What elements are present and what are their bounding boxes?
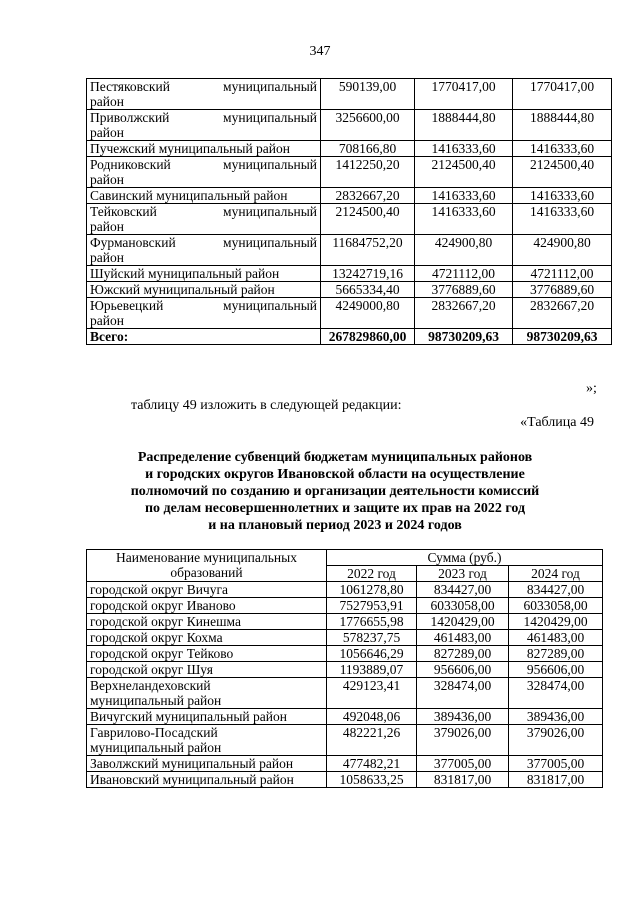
table-row — [87, 266, 612, 282]
amount-cell-1: 11684752,20 — [321, 235, 415, 266]
amount-cell-3: 834427,00 — [509, 582, 603, 598]
municipality-name — [87, 582, 327, 598]
amount-cell-1: 1056646,29 — [327, 646, 417, 662]
title-line: по делам несовершеннолетних и защите их прав на 2022 год — [144, 501, 526, 516]
name-line1: Ивановский муниципальный район — [90, 772, 294, 787]
amount-cell-2: 1416333,60 — [415, 204, 513, 235]
amount-cell-1: 1776655,98 — [327, 614, 417, 630]
amount-cell-1: 578237,75 — [327, 630, 417, 646]
amount-cell-2: 827289,00 — [417, 646, 509, 662]
amount-cell-3: 1888444,80 — [513, 110, 612, 141]
title-line: и городских округов Ивановской области на осуществление — [145, 467, 525, 482]
intro-text: таблицу 49 изложить в следующей редакции: — [131, 398, 402, 413]
table-row — [87, 630, 603, 646]
header-name-line2: образований — [170, 565, 243, 580]
total-value-2: 98730209,63 — [415, 329, 513, 345]
table-row — [87, 662, 603, 678]
amount-cell-2: 831817,00 — [417, 772, 509, 788]
table-row — [87, 678, 603, 709]
amount-cell-1: 4249000,80 — [321, 298, 415, 329]
amount-cell-1: 3256600,00 — [321, 110, 415, 141]
amount-cell-2: 6033058,00 — [417, 598, 509, 614]
amount-cell-2: 379026,00 — [417, 725, 509, 756]
name-line2: район — [90, 172, 124, 187]
amount-cell-3: 377005,00 — [509, 756, 603, 772]
amount-cell-2: 328474,00 — [417, 678, 509, 709]
name-line1: Юрьевецкий муниципальный — [90, 298, 317, 313]
municipality-name — [87, 141, 321, 157]
name-line2: район — [90, 94, 124, 109]
amount-cell-1: 492048,06 — [327, 709, 417, 725]
municipality-name — [87, 266, 321, 282]
name-line1: Вичугский муниципальный район — [90, 709, 287, 724]
municipality-name — [87, 756, 327, 772]
table-row — [87, 614, 603, 630]
municipality-name — [87, 772, 327, 788]
municipality-name — [87, 235, 321, 266]
amount-cell-3: 1416333,60 — [513, 204, 612, 235]
title-line: Распределение субвенций бюджетам муниципальных районов — [137, 450, 533, 465]
table-row — [87, 79, 612, 110]
header-name — [87, 550, 327, 582]
amount-cell-3: 379026,00 — [509, 725, 603, 756]
name-line2: район — [90, 125, 124, 140]
municipality-name — [87, 598, 327, 614]
name-line1: Приволжский муниципальный — [90, 110, 317, 125]
municipality-name — [87, 678, 327, 709]
table-row — [87, 646, 603, 662]
amount-cell-1: 708166,80 — [321, 141, 415, 157]
table-row — [87, 157, 612, 188]
municipality-name — [87, 157, 321, 188]
municipality-name — [87, 188, 321, 204]
amount-cell-3: 1416333,60 — [513, 141, 612, 157]
municipality-name — [87, 725, 327, 756]
name-line1: Заволжский муниципальный район — [90, 756, 294, 771]
amount-cell-3: 1770417,00 — [513, 79, 612, 110]
municipality-name — [87, 614, 327, 630]
amount-cell-1: 482221,26 — [327, 725, 417, 756]
amount-cell-3: 424900,80 — [513, 235, 612, 266]
name-line1: городской округ Иваново — [90, 598, 236, 613]
amount-cell-3: 1420429,00 — [509, 614, 603, 630]
amount-cell-1: 2124500,40 — [321, 204, 415, 235]
amount-cell-2: 377005,00 — [417, 756, 509, 772]
municipality-name — [87, 110, 321, 141]
header-year-2022: 2022 год — [327, 566, 417, 582]
name-line1: Тейковский муниципальный — [90, 204, 317, 219]
page-number: 347 — [309, 44, 331, 59]
name-line1: Шуйский муниципальный район — [90, 266, 280, 281]
table-row — [87, 582, 603, 598]
amount-cell-2: 3776889,60 — [415, 282, 513, 298]
header-row — [87, 550, 603, 566]
name-line2: район — [90, 313, 124, 328]
amount-cell-3: 956606,00 — [509, 662, 603, 678]
amount-cell-3: 1416333,60 — [513, 188, 612, 204]
amount-cell-2: 2832667,20 — [415, 298, 513, 329]
header-year-2024: 2024 год — [509, 566, 603, 582]
name-line1: Фурмановский муниципальный — [90, 235, 317, 250]
amount-cell-1: 1061278,80 — [327, 582, 417, 598]
amount-cell-1: 7527953,91 — [327, 598, 417, 614]
amount-cell-2: 461483,00 — [417, 630, 509, 646]
table-row — [87, 709, 603, 725]
municipality-name — [87, 662, 327, 678]
municipality-name — [87, 709, 327, 725]
amount-cell-2: 1420429,00 — [417, 614, 509, 630]
amount-cell-1: 429123,41 — [327, 678, 417, 709]
amount-cell-3: 4721112,00 — [513, 266, 612, 282]
table-title — [90, 449, 580, 534]
name-line1: городской округ Кинешма — [90, 614, 241, 629]
amount-cell-3: 2832667,20 — [513, 298, 612, 329]
header-sum: Сумма (руб.) — [327, 550, 603, 566]
amount-cell-2: 1770417,00 — [415, 79, 513, 110]
municipality-name — [87, 204, 321, 235]
table-row — [87, 141, 612, 157]
name-line1: городской округ Вичуга — [90, 582, 228, 597]
name-line1: городской округ Шуя — [90, 662, 213, 677]
amount-cell-2: 424900,80 — [415, 235, 513, 266]
total-value-3: 98730209,63 — [513, 329, 612, 345]
total-value-1: 267829860,00 — [321, 329, 415, 345]
name-line1: Верхнеландеховский — [90, 678, 211, 693]
table-row — [87, 756, 603, 772]
amount-cell-3: 461483,00 — [509, 630, 603, 646]
municipality-name — [87, 298, 321, 329]
table-row — [87, 725, 603, 756]
amount-cell-1: 1193889,07 — [327, 662, 417, 678]
header-name-line1: Наименование муниципальных — [116, 550, 297, 565]
amount-cell-1: 5665334,40 — [321, 282, 415, 298]
name-line1: Пестяковский муниципальный — [90, 79, 317, 94]
table-row — [87, 298, 612, 329]
municipality-name — [87, 630, 327, 646]
amount-cell-2: 2124500,40 — [415, 157, 513, 188]
amount-cell-3: 2124500,40 — [513, 157, 612, 188]
name-line2: район — [90, 250, 124, 265]
amount-cell-3: 3776889,60 — [513, 282, 612, 298]
table-label: «Таблица 49 — [520, 415, 594, 430]
amount-cell-3: 831817,00 — [509, 772, 603, 788]
amount-cell-2: 834427,00 — [417, 582, 509, 598]
name-line2: муниципальный район — [90, 740, 222, 755]
name-line1: городской округ Тейково — [90, 646, 234, 661]
total-label: Всего: — [87, 329, 321, 345]
amount-cell-2: 1416333,60 — [415, 188, 513, 204]
name-line2: муниципальный район — [90, 693, 222, 708]
name-line1: Савинский муниципальный район — [90, 188, 288, 203]
name-line2: район — [90, 219, 124, 234]
municipality-name — [87, 79, 321, 110]
amount-cell-1: 2832667,20 — [321, 188, 415, 204]
amount-cell-1: 13242719,16 — [321, 266, 415, 282]
table-row — [87, 772, 603, 788]
header-year-2023: 2023 год — [417, 566, 509, 582]
amount-cell-2: 956606,00 — [417, 662, 509, 678]
amount-cell-1: 1412250,20 — [321, 157, 415, 188]
closing-quote: »; — [586, 381, 597, 396]
title-line: и на плановый период 2023 и 2024 годов — [208, 518, 462, 533]
municipality-name — [87, 282, 321, 298]
table-row — [87, 235, 612, 266]
amount-cell-3: 328474,00 — [509, 678, 603, 709]
table-row — [87, 204, 612, 235]
table-row — [87, 282, 612, 298]
name-line1: городской округ Кохма — [90, 630, 223, 645]
title-line: полномочий по созданию и организации деятельности комиссий — [130, 484, 540, 499]
amount-cell-3: 827289,00 — [509, 646, 603, 662]
amount-cell-1: 590139,00 — [321, 79, 415, 110]
table-row — [87, 110, 612, 141]
amount-cell-1: 477482,21 — [327, 756, 417, 772]
name-line1: Гаврилово-Посадский — [90, 725, 218, 740]
amount-cell-2: 4721112,00 — [415, 266, 513, 282]
amount-cell-2: 1888444,80 — [415, 110, 513, 141]
table-row — [87, 188, 612, 204]
subsidy-table-continuation — [86, 78, 612, 345]
name-line1: Южский муниципальный район — [90, 282, 275, 297]
amount-cell-2: 389436,00 — [417, 709, 509, 725]
table-row — [87, 598, 603, 614]
amount-cell-2: 1416333,60 — [415, 141, 513, 157]
municipality-name — [87, 646, 327, 662]
amount-cell-1: 1058633,25 — [327, 772, 417, 788]
name-line1: Пучежский муниципальный район — [90, 141, 290, 156]
amount-cell-3: 389436,00 — [509, 709, 603, 725]
name-line1: Родниковский муниципальный — [90, 157, 317, 172]
subsidy-distribution-table — [86, 549, 603, 788]
total-row — [87, 329, 612, 345]
amount-cell-3: 6033058,00 — [509, 598, 603, 614]
